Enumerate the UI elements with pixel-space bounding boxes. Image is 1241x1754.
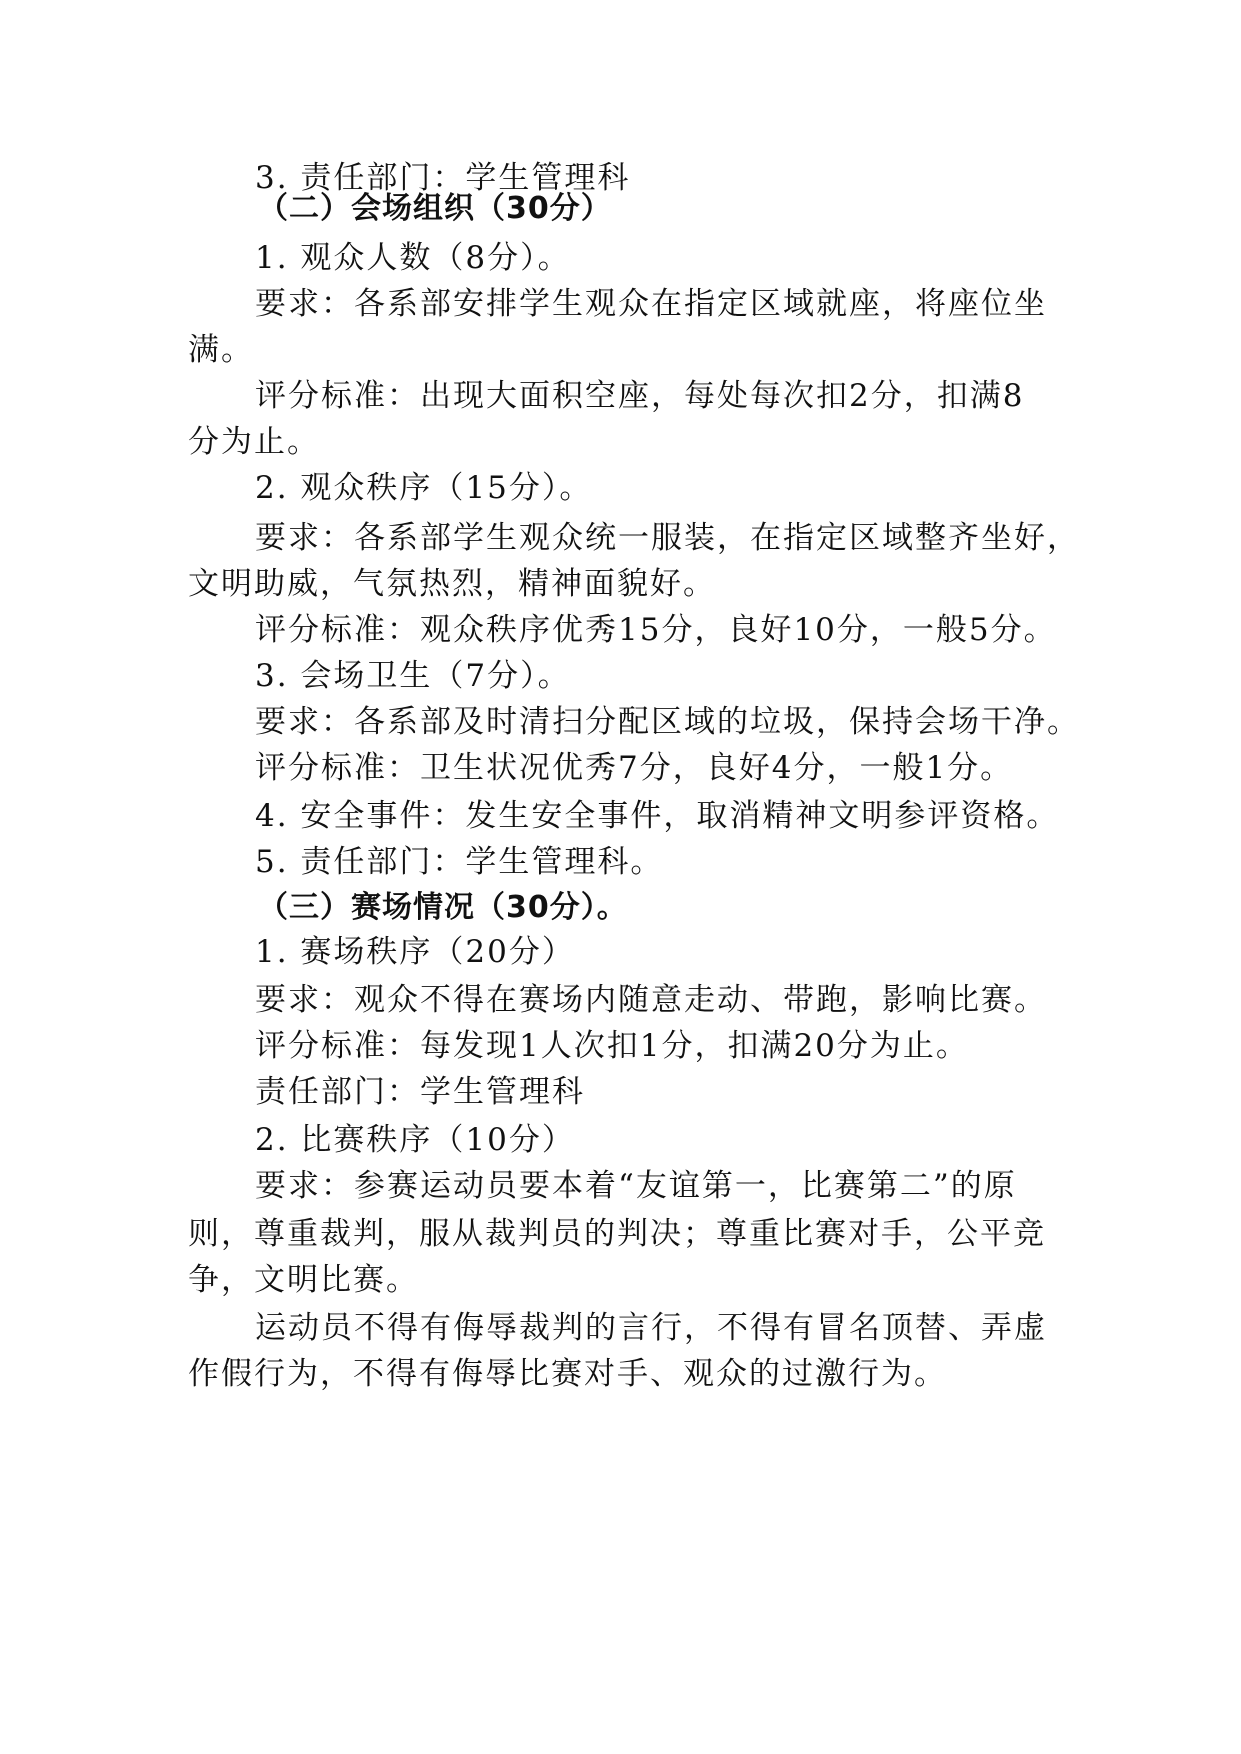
rule-no-insult-referee: 运动员不得有侮辱裁判的言行，不得有冒名顶替、弄虚 [255,1310,1047,1346]
scoring-audience-order: 评分标准：观众秩序优秀15分，良好10分，一般5分。 [255,612,1057,648]
rule-no-insult-cont: 作假行为，不得有侮辱比赛对手、观众的过激行为。 [188,1356,947,1392]
item-field-order: 1. 赛场秩序（20分） [255,934,575,970]
scoring-empty-seats-cont: 分为止。 [188,424,320,460]
item-audience-count: 1. 观众人数（8分）。 [255,240,571,276]
item-safety-incident: 4. 安全事件：发生安全事件，取消精神文明参评资格。 [255,798,1060,834]
scoring-empty-seats: 评分标准：出现大面积空座，每处每次扣2分，扣满8 [255,378,1025,414]
requirement-no-walking: 要求：观众不得在赛场内随意走动、带跑，影响比赛。 [255,982,1047,1018]
requirement-seating-cont: 满。 [188,332,254,368]
requirement-civilized-match: 争，文明比赛。 [188,1262,419,1298]
requirement-seating: 要求：各系部安排学生观众在指定区域就座，将座位坐 [255,286,1047,322]
requirement-uniform-cont: 文明助威，气氛热烈，精神面貌好。 [188,566,716,602]
section-heading-field-situation: （三）赛场情况（30分）。 [258,890,628,925]
item-audience-order: 2. 观众秩序（15分）。 [255,470,593,506]
field-order-responsible-dept: 责任部门：学生管理科 [255,1074,585,1110]
requirement-respect-referee: 则，尊重裁判，服从裁判员的判决；尊重比赛对手，公平竞 [188,1216,1046,1252]
scoring-field-order: 评分标准：每发现1人次扣1分，扣满20分为止。 [255,1028,969,1064]
item-match-order: 2. 比赛秩序（10分） [255,1122,575,1158]
requirement-cleaning: 要求：各系部及时清扫分配区域的垃圾，保持会场干净。 [255,704,1080,740]
section-heading-venue-organization: （二）会场组织（30分） [258,191,612,226]
scoring-hygiene: 评分标准：卫生状况优秀7分，良好4分，一般1分。 [255,750,1014,786]
item-responsible-dept-1: 3. 责任部门：学生管理科 [255,160,631,196]
item-venue-hygiene: 3. 会场卫生（7分）。 [255,658,571,694]
requirement-uniform: 要求：各系部学生观众统一服装，在指定区域整齐坐好， [255,520,1080,556]
item-responsible-dept-5: 5. 责任部门：学生管理科。 [255,844,664,880]
requirement-friendship-first: 要求：参赛运动员要本着“友谊第一，比赛第二”的原 [255,1168,1017,1204]
